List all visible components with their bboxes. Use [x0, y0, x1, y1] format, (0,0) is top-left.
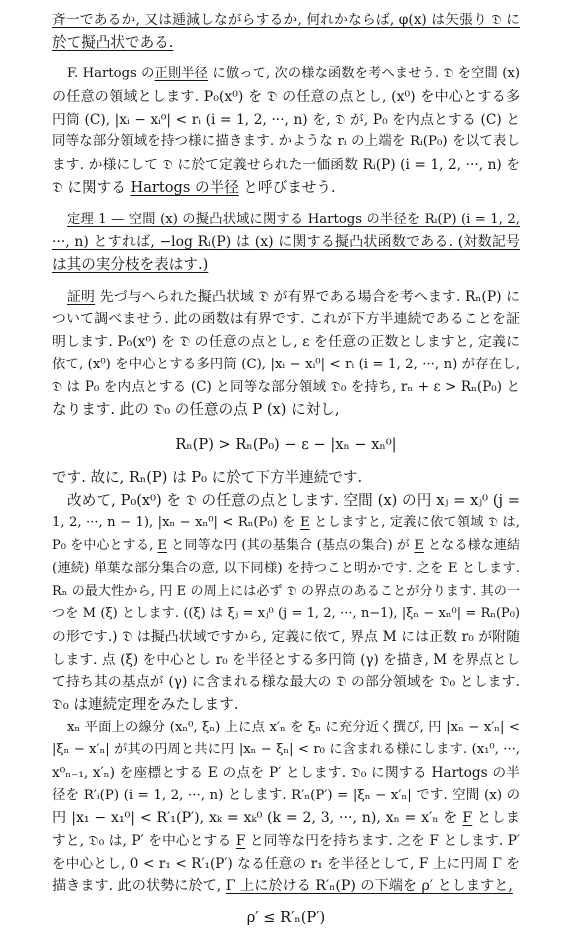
text-run: すと, 𝔇₀ は, P′ を中心とする: [52, 833, 236, 850]
underlined-text: E: [414, 538, 424, 554]
text-run: としますと, 定義に依て領域 𝔇 は,: [309, 515, 520, 531]
text-line: [52, 512, 520, 535]
underlined-text: 正則半径: [154, 66, 209, 82]
text-run: の形です.) 𝔇 は擬凸状域ですから, 定義に依て, 界点 M には正数 r₀ が附随: [52, 628, 520, 645]
text-run: 依て, (x⁰) を中心とする多円筒 (C), |xᵢ − xᵢ⁰| < rᵢ (i = 1, 2, ···, n) が存在し,: [52, 356, 520, 372]
underlined-text: 於て擬凸状である.: [52, 33, 174, 51]
text-run: です. 故に, Rₙ(P) は P₀ に於て下方半連続です.: [52, 469, 363, 487]
text-line: [52, 63, 520, 86]
text-run: |ξₙ − x′ₙ| が其の円周と共に円 |xₙ − ξₙ| < r₀ に含まれる様にします. (x₁⁰, ···,: [52, 742, 520, 758]
text-line: [52, 558, 520, 581]
text-run: と同等な円 (其の基集合 (基点の集合) が: [167, 538, 415, 554]
paragraph: [52, 209, 520, 277]
text-line: [52, 354, 520, 377]
text-run: F. Hartogs の: [67, 66, 155, 82]
text-line: [52, 399, 520, 422]
underlined-text: Γ 上に於ける R′ₙ(P) の下端を ρ′ としますと,: [225, 878, 513, 895]
paragraph: [52, 63, 520, 199]
text-run: と呼びませう.: [238, 178, 336, 196]
text-line: [52, 581, 520, 604]
underlined-text: E: [300, 515, 310, 531]
text-line: [52, 231, 520, 254]
text-run: (連続) 単葉な部分集合の意, 以下同様) を持つこと明かです. 之を E とします.: [52, 560, 520, 576]
text-line: [52, 109, 520, 132]
text-line: [52, 739, 520, 762]
text-run: ついて調べませう. 此の函数は有界です. これが下方半連続であることを証: [52, 311, 520, 328]
underlined-text: Hartogs の半径: [130, 178, 239, 196]
text-line: [52, 785, 520, 808]
underlined-text: 定理 1 — 空間 (x) の擬凸状域に関する Hartogs の半径を Rᵢ(P) (i = 1, 2,: [67, 211, 520, 227]
display-equation: ρ′ ≤ R′ₙ(P′): [246, 909, 326, 927]
paragraph: [52, 286, 520, 490]
text-line: [52, 603, 520, 626]
text-line: [52, 875, 520, 898]
text-run: なります. 此の 𝔇₀ の任意の点 P (x) に対し,: [52, 401, 340, 418]
text-run: に倣って, 次の様な函数を考へませう. 𝔇 を空間 (x): [208, 66, 520, 82]
text-run: て持ち其の基点が (γ) に含まれる様な最大の 𝔇 の部分領域を 𝔇₀ とします.: [52, 674, 520, 691]
text-run: となる様な連結: [423, 538, 520, 554]
text-line: [52, 308, 520, 331]
text-run: ます. か様にして 𝔇 に於て定義せられた一価函数 Rᵢ(P) (i = 1, 2, ···, n) を: [52, 157, 520, 174]
display-equation: Rₙ(P) > Rₙ(P₀) − ε − |xₙ − xₙ⁰|: [175, 435, 397, 453]
text-line: [52, 154, 520, 177]
text-line: [52, 331, 520, 354]
text-run: を中心とし, 0 < r₁ < R′₁(P′) なる任意の r₁ を半径として, F 上に円周 Γ を: [52, 855, 520, 872]
text-line: [52, 177, 520, 200]
text-line: [52, 376, 520, 399]
text-line: [52, 535, 520, 558]
underlined-text: 斉一であるか, 又は逓減しながらするか, 何れかならば, φ(x) は矢張り 𝔇 に: [52, 12, 520, 28]
text-run: 径を R′ᵢ(P) (i = 1, 2, ···, n) とします. R′ₙ(P′) = |ξₙ − x′ₙ| です. 空間 (x) の: [52, 787, 520, 803]
paragraph: [52, 490, 520, 717]
text-line: [52, 9, 520, 32]
text-run: と同等な円を持ちます. 之を F とします. P′: [245, 833, 520, 850]
underlined-text: ···, n) とすれば, −log Rᵢ(P) は (x) に関する擬凸状函数である. (対数記号: [52, 234, 520, 251]
text-run: 𝔇 に関する: [52, 178, 131, 196]
text-run: x⁰ₙ₋₁, x′ₙ) を座標とする E の点を P′ とします. 𝔇₀ に関する Hartogs の半: [52, 765, 520, 782]
paragraph: [52, 717, 520, 939]
text-run: としま: [472, 810, 520, 827]
underlined-text: は其の実分枝を表はす.): [52, 255, 209, 273]
text-line: [52, 467, 520, 490]
paragraph: [52, 9, 520, 54]
text-run: xₙ 平面上の線分 (xₙ⁰, ξₙ) 上に点 x′ₙ を ξₙ に充分近く撰び, 円 |xₙ − x′ₙ| <: [67, 719, 520, 735]
text-run: 描きます. 此の状勢に於て,: [52, 878, 226, 895]
text-body: [52, 9, 520, 938]
text-line: [52, 254, 520, 277]
text-run: 𝔇 は P₀ を内点とする (C) と同等な部分領域 𝔇₀ を持ち, rₙ + ε > Rₙ(P₀) と: [52, 379, 520, 396]
underlined-text: E: [157, 538, 167, 554]
text-run: つを M (ξ) とします. ((ξ) は ξⱼ = xⱼ⁰ (j = 1, 2, ···, n−1), |ξₙ − xₙ⁰| = Rₙ(P₀): [52, 606, 520, 622]
text-run: 同等な部分領域を持つ様に描きます. かような rᵢ の上端を Rᵢ(P₀) を以て表し: [52, 134, 520, 150]
text-run: の任意の領域とします. P₀(x⁰) を 𝔇 の任意の点とし, (x⁰) を中心とする多: [52, 89, 520, 106]
text-line: [52, 286, 520, 309]
text-line: [52, 86, 520, 109]
text-line: [52, 671, 520, 694]
text-run: 先づ与へられた擬凸状域 𝔇 が有界である場合を考へます. Rₙ(P) に: [95, 288, 520, 305]
text-line: [52, 626, 520, 649]
text-run: P₀ を中心とする,: [52, 538, 158, 554]
text-run: 円筒 (C), |xᵢ − xᵢ⁰| < rᵢ (i = 1, 2, ···, n) を, 𝔇 が, P₀ を内点とする (C) と: [52, 111, 520, 128]
text-line: [52, 490, 520, 513]
text-line: [52, 32, 520, 55]
text-run: 𝔇₀ は連続定理をみたします.: [52, 695, 239, 713]
text-line: [52, 209, 520, 232]
text-run: します. 点 (ξ) を中心とし r₀ を半径とする多円筒 (γ) を描き, M を界点とし: [52, 651, 520, 668]
text-line: [52, 131, 520, 154]
text-line: [52, 762, 520, 785]
text-line: [52, 694, 520, 717]
text-line: [52, 830, 520, 853]
text-run: 改めて, P₀(x⁰) を 𝔇 の任意の点とします. 空間 (x) の円 xⱼ = xⱼ⁰ (j =: [67, 491, 520, 509]
text-line: [52, 649, 520, 672]
text-line: [52, 807, 520, 830]
text-run: 円 |x₁ − x₁⁰| < R′₁(P′), xₖ = xₖ⁰ (k = 2, 3, ···, n), xₙ = x′ₙ を: [52, 810, 463, 827]
text-run: 明します. P₀(x⁰) を 𝔇 の任意の点とし, ε を任意の正数としますと, 定義に: [52, 333, 520, 350]
text-line: [52, 717, 520, 740]
text-run: 1, 2, ···, n − 1), |xₙ − xₙ⁰| < Rₙ(P₀) を: [52, 515, 301, 531]
text-line: [52, 853, 520, 876]
underlined-text: 証明: [67, 288, 96, 305]
text-run: Rₙ の最大性から, 円 E の周上には必ず 𝔇 の界点のあることが分ります. 其の一: [52, 583, 520, 599]
underlined-text: F: [462, 810, 473, 827]
underlined-text: F: [235, 833, 246, 850]
